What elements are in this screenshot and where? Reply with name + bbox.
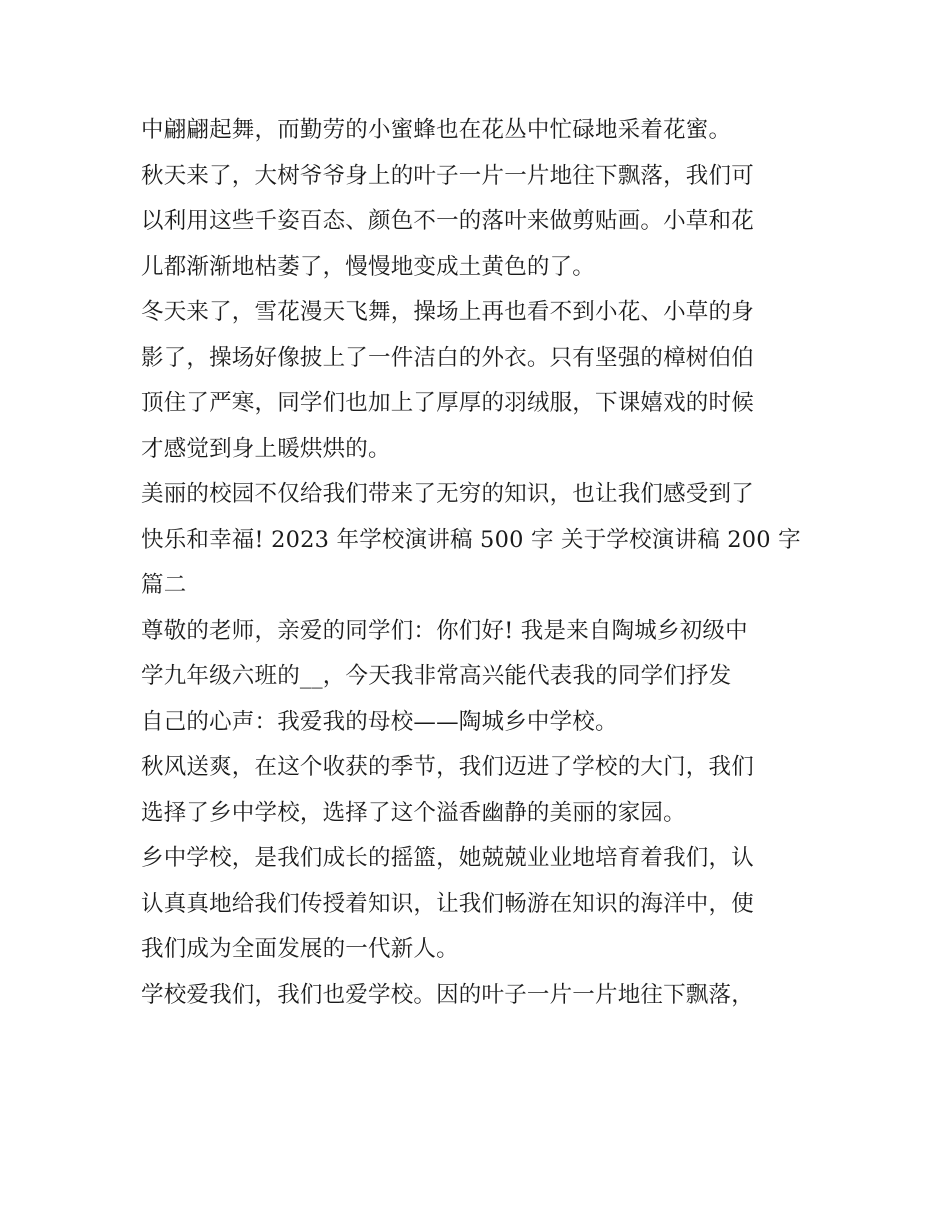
text-line: 秋天来了，大树爷爷身上的叶子一片一片地往下飘落，我们可: [141, 162, 754, 189]
text-line: 选择了乡中学校，选择了这个溢香幽静的美丽的家园。: [141, 799, 686, 826]
text-line: 秋风送爽，在这个收获的季节，我们迈进了学校的大门，我们: [141, 754, 754, 780]
text-line: 冬天来了，雪花漫天飞舞，操场上再也看不到小花、小草的身: [141, 299, 754, 325]
section-heading: 篇二: [141, 572, 187, 598]
text-line: 学校爱我们，我们也爱学校。因的叶子一片一片地往下飘落，: [141, 981, 754, 1008]
text-line: 尊敬的老师，亲爱的同学们：你们好! 我是来自陶城乡初级中: [141, 617, 748, 644]
text-line: 我们成为全面发展的一代新人。: [141, 936, 459, 962]
text-line: 学九年级六班的__，今天我非常高兴能代表我的同学们抒发: [141, 663, 732, 689]
text-line: 美丽的校园不仅给我们带来了无穷的知识，也让我们感受到了: [141, 481, 754, 507]
text-line: 影了，操场好像披上了一件洁白的外衣。只有坚强的樟树伯伯: [141, 344, 754, 371]
text-line: 快乐和幸福! 2023 年学校演讲稿 500 字 关于学校演讲稿 200 字: [141, 526, 801, 553]
text-line: 中翩翩起舞，而勤劳的小蜜蜂也在花丛中忙碌地采着花蜜。: [141, 117, 732, 143]
text-line: 儿都渐渐地枯萎了，慢慢地变成土黄色的了。: [141, 253, 596, 280]
text-line: 乡中学校，是我们成长的摇篮，她兢兢业业地培育着我们，认: [141, 845, 754, 871]
document-body: [141, 108, 821, 1018]
text-line: 顶住了严寒，同学们也加上了厚厚的羽绒服，下课嬉戏的时候: [141, 390, 754, 416]
text-line: 才感觉到身上暖烘烘的。: [141, 435, 391, 462]
text-line: 以利用这些千姿百态、颜色不一的落叶来做剪贴画。小草和花: [141, 208, 754, 234]
text-line: 认真真地给我们传授着知识，让我们畅游在知识的海洋中，使: [141, 890, 754, 917]
text-line: 自己的心声：我爱我的母校——陶城乡中学校。: [141, 708, 618, 735]
